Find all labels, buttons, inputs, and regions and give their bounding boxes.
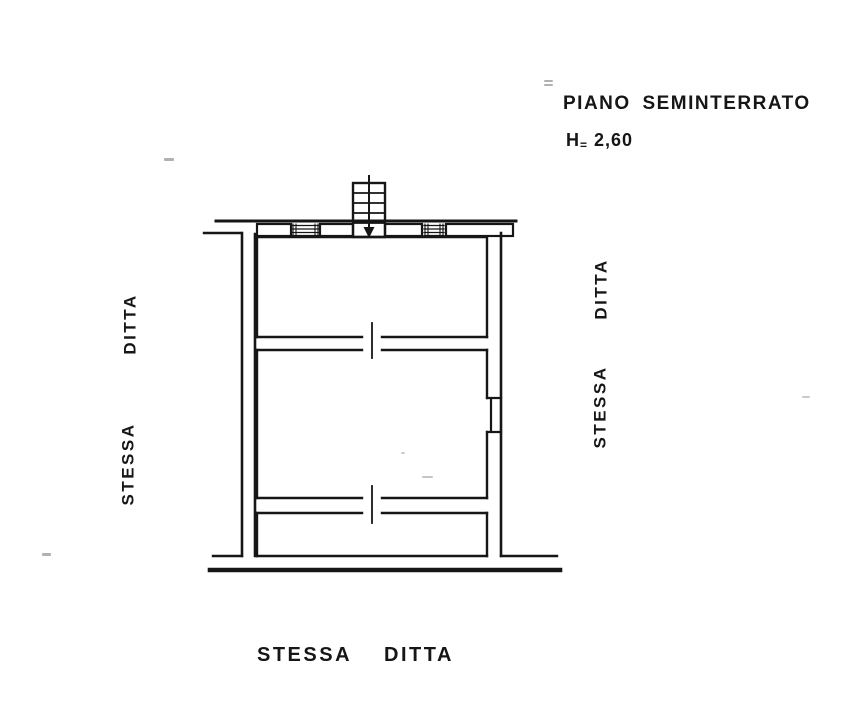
scan-artifact-dash — [544, 80, 553, 82]
height-prefix: H — [566, 130, 580, 150]
scan-artifact-dot — [401, 452, 405, 454]
bottom-label-word-1: STESSA — [257, 644, 353, 666]
scan-artifact-dash — [164, 158, 174, 161]
right-neighbor-label-stessa: STESSA — [590, 365, 610, 449]
height-value: 2,60 — [594, 130, 634, 150]
scan-artifact-dash — [422, 476, 433, 478]
scan-artifact-dash — [802, 396, 810, 398]
wall-recess-panel — [487, 398, 501, 432]
window-hatch-right — [424, 224, 444, 237]
room-top — [257, 237, 487, 337]
left-neighbor-label-ditta: DITTA — [120, 293, 140, 355]
plan-title: PIANO SEMINTERRATO — [563, 93, 811, 114]
height-equals-sign: = — [580, 138, 588, 152]
ceiling-height-label — [566, 130, 634, 152]
left-neighbor-label-stessa: STESSA — [118, 422, 138, 506]
bottom-neighbor-label — [257, 644, 454, 667]
window-hatch-left — [292, 224, 319, 237]
scan-artifact-dash — [42, 553, 51, 556]
room-middle — [257, 350, 487, 498]
bottom-label-word-2: DITTA — [384, 644, 454, 666]
right-neighbor-label-ditta: DITTA — [591, 258, 611, 320]
staircase — [353, 176, 385, 238]
